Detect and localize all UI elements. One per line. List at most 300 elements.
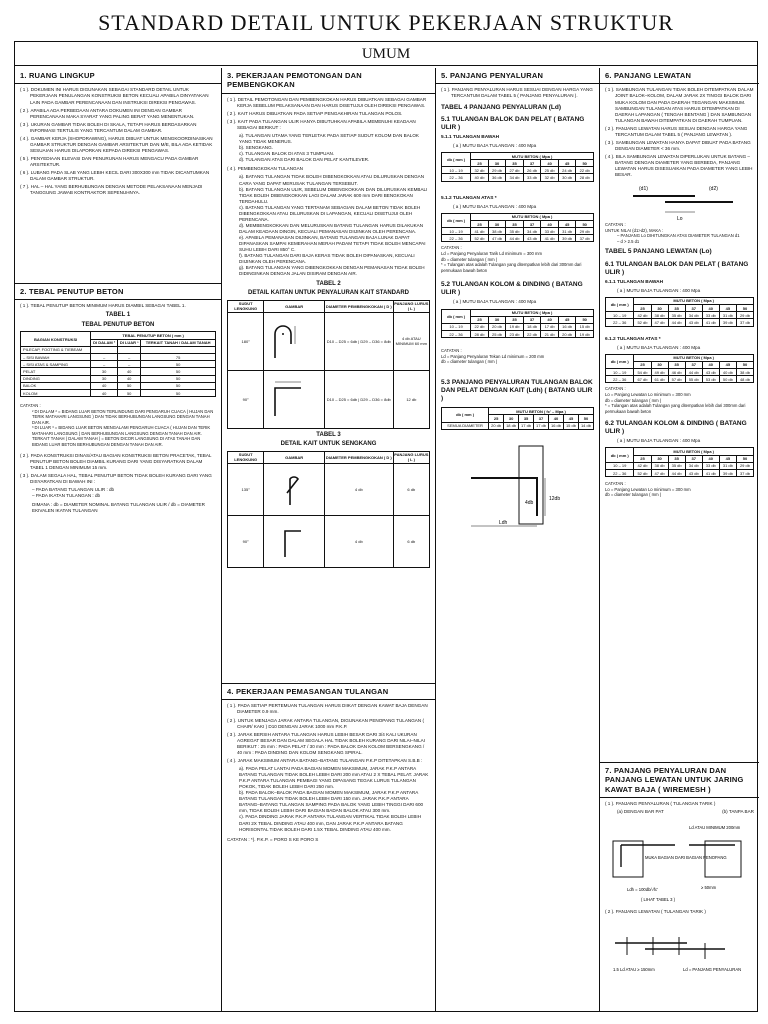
table-cell: 26 db: [523, 167, 541, 174]
table-header: TERKAIT TANAH / DALAM TANAH: [141, 339, 216, 346]
table-cell: 17 db: [541, 323, 559, 330]
table-cell: 22 – 36: [606, 376, 634, 383]
section-tebal-penutup: [15, 284, 221, 1011]
table-cell: – SISI ATAS & SAMPING: [21, 361, 91, 368]
table-cell: 29 db: [488, 167, 506, 174]
note: – PANJANG Lo DIHITUNGKAN ATAS DIAMETER TULANGAN d1: [617, 233, 740, 239]
lo-table-atas: [605, 354, 754, 384]
cover-table: [20, 331, 216, 397]
table-row: [21, 346, 216, 353]
wiremesh-lap-icon: [605, 915, 753, 977]
note: CATATAN :: [605, 222, 626, 228]
list-item: ( 6 ). LUBANG PADA SLAB YANG LEBIH KECIL DARI 300X300 mm TIDAK DICANTUMKAN DALAM GAMBAR STRUKTUR.: [20, 170, 210, 182]
table-header: 40: [549, 415, 564, 422]
lewatan-list: [605, 87, 754, 178]
table-cell: 33 db: [523, 174, 541, 181]
table-cell: 33 db: [702, 312, 719, 319]
table-cell: 35 db: [668, 312, 685, 319]
table-cell: 38 db: [651, 462, 668, 469]
sub-item: b). SENGKANG.: [239, 145, 273, 151]
table-cell: 17 db: [534, 422, 549, 429]
table-cell: 40: [118, 375, 141, 382]
table-cell: 10 – 19: [606, 369, 634, 376]
table-cell: 43 db: [685, 470, 702, 477]
table-header: MUTU BETON ( Mpa ): [634, 448, 754, 455]
table-cell: 31 db: [719, 312, 736, 319]
note: UNTUK NILAI (d1>d2), MAKA :: [605, 227, 664, 233]
table-header: 30: [651, 455, 668, 462]
mutu-label: ( a ) MUTU BAJA TULANGAN : 400 Mpa: [617, 344, 701, 350]
subsection-title: 5.3 PANJANG PENYALURAN TULANGAN BALOK DAN PELAT DENGAN KAIT (Ldh) ( BATANG ULIR ): [441, 378, 593, 403]
table-cell: 29 db: [736, 312, 753, 319]
table-row: [606, 462, 754, 469]
table-header: 30: [488, 160, 506, 167]
table-cell: D10 – D25 = 6db | D29 – D36 = 8db: [324, 370, 393, 428]
wiremesh-anchor-icon: [605, 815, 753, 907]
diagram-label: Ld = PANJANG PENYALURAN: [683, 967, 742, 973]
table-cell: [141, 346, 216, 353]
table-cell: 20 db: [488, 323, 506, 330]
table-header: 40: [702, 455, 719, 462]
table-cell: 52 db: [634, 470, 651, 477]
table-cell: 35 db: [506, 228, 524, 235]
table-cell: 24 db: [558, 167, 576, 174]
table-subtitle: TEBAL PENUTUP BETON: [81, 321, 155, 328]
stirrup-table: [227, 451, 430, 568]
stirrup-90-icon: [265, 519, 315, 563]
table-cell: 34 db: [523, 228, 541, 235]
lap-splice-icon: [605, 180, 750, 222]
list-item: ( 3 ). KAIT PADA TULANGAN ULIR HANYA DIBUTUHKAN APABILA MEMENUHI KEADAAN SEBAGAI BERIKUT :: [227, 118, 416, 130]
subsection-title: 5.1.1 TULANGAN BAWAH: [441, 134, 500, 140]
section-title: 3. PEKERJAAN PEMOTONGAN DAN PEMBENGKOKAN: [222, 68, 435, 94]
table-row: [606, 369, 754, 376]
table-header: 45: [719, 361, 736, 368]
table-header: 40: [541, 160, 559, 167]
table-header: 40: [702, 305, 719, 312]
note: CATATAN :: [441, 245, 462, 251]
table-row: [442, 228, 594, 235]
table-header: 37: [523, 220, 541, 227]
table-row: [606, 319, 754, 326]
table-cell: 52 db: [471, 235, 489, 242]
ld-table-atas: [441, 213, 594, 243]
note: TERKAIT TANAH ( DALAM TANAH ) = BETON DICOR LANGSUNG DI ATAS TANAH DAN BIDANG LUAR BETON BERHUBUNGAN DENGAN TANAH DAN AIR.: [32, 436, 201, 447]
ld-table-bawah: [441, 152, 594, 182]
table-header: MUTU BETON ( Mpa ): [471, 152, 594, 159]
section-title: 1. RUANG LINGKUP: [15, 68, 221, 84]
table-header: GAMBAR: [264, 451, 325, 463]
table-header: 40: [702, 361, 719, 368]
table-header: 45: [719, 455, 736, 462]
table-header: 25: [471, 160, 489, 167]
table-cell: 38 db: [736, 369, 753, 376]
table-cell: 22 – 36: [442, 331, 471, 338]
subsection-title: 5.1 TULANGAN BALOK DAN PELAT ( BATANG ULIR ): [441, 115, 585, 131]
hook-detail-icon: [441, 440, 591, 530]
table-header: DIAMETER PEMBENGKOKAN ( D ): [324, 300, 393, 312]
table-cell: 43 db: [685, 319, 702, 326]
table-cell: 44 db: [668, 319, 685, 326]
table-cell: 34 db: [506, 174, 524, 181]
table-header: MUTU BETON ( fc' – Mpa ): [489, 408, 594, 415]
dim-label: 12db: [549, 495, 561, 502]
note: ³ DI LUAR ³ = BIDANG LUAR BETON MENGALAMI PENGARUH CUACA ( HUJAN DAN TERIK MATAHARI LANGSUNG ) DAN BERHUBUNGAN LANGSUNG DENGAN TANAH DAN AIR.: [32, 425, 211, 436]
table-cell: D10 – D25 = 6db | D29 – D36 = 8db: [324, 312, 393, 370]
list-item: ( 3 ). JARAK BERSIH ANTARA TULANGAN HARUS LEBIH BESAR DARI 3/4 KALI UKURAN AGREGAT BESAR DAN DALAM SEGALA HAL TIDAK BOLEH KURANG DARI NILAI–NILAI BERIKUT : 25 mm : PADA PELAT / 30 mm : PADA BALOK DAN KOLOM BERSENGKANG / 40 mm : PADA DINDING DAN KOLOM SENGKANG SPIRAL.: [227, 731, 425, 755]
section-title: 5. PANJANG PENYALURAN: [436, 68, 599, 84]
hook-180-icon: [265, 316, 321, 366]
note: ² DI DALAM ² = BIDANG LUAR BETON TERLINDUNG DARI PENGARUH CUACA ( HUJAN DAN TERIK MATAHARI LANGSUNG ) DAN TIDAK BERHUBUNGAN LANGSUNG DENGAN TANAH DAN AIR.: [32, 408, 214, 425]
table-header: 50: [576, 220, 594, 227]
table-cell: 57 db: [668, 376, 685, 383]
table-cell: 41 db: [541, 235, 559, 242]
table-row: [606, 470, 754, 477]
sub-item: c). BATANG TULANGAN YANG TERTANAM SEBAGIAN DALAM BETON TIDAK BOLEH DIBENGKOKKAN ATAU DILURUSKAN DI LAPANGAN, KECUALI DISETUJUI OLEH PERENCANA.: [239, 204, 421, 222]
note: db = diameter tulangan ( mm ): [605, 492, 662, 498]
table-row: [606, 312, 754, 319]
list-item: ( 3 ). DALAM SEGALA HAL, TEBAL PENUTUP BETON TIDAK BOLEH KURANG DARI YANG DISYARATKAN DI BAWAH INI :: [20, 472, 212, 484]
table-cell: 32 db: [541, 174, 559, 181]
note: * = Tulangan atas adalah Tulangan yang ditempatkan lebih dari 300mm dari permukaan bawah beton: [605, 403, 746, 414]
table-cell: 53 db: [702, 376, 719, 383]
subsection-title: 6.2 TULANGAN KOLOM & DINDING ( BATANG ULIR ): [605, 420, 747, 436]
table-cell: 50: [118, 382, 141, 389]
lo-table-bawah: [605, 297, 754, 327]
table-cell: 43 db: [523, 235, 541, 242]
table-cell: 75: [141, 354, 216, 361]
table-cell: 15 db: [563, 422, 578, 429]
section-pemasangan: [222, 684, 435, 1011]
table-title: TABEL 1: [105, 312, 131, 319]
table-cell: 22 db: [576, 167, 594, 174]
table-header: MUTU BETON ( Mpa ): [634, 297, 754, 304]
section-wiremesh: [600, 763, 759, 1011]
table-cell: 14 db: [578, 422, 593, 429]
list-item: ( 1 ). SAMBUNGAN TULANGAN TIDAK BOLEH DITEMPATKAN DALAM JOINT BALOK–KOLOM, DALAM JARAK 2X TINGGI BALOK DARI MUKA KOLOM DAN PADA DAERAH TEGANGAN MAKSIMUM. SAMBUNGAN TULANGAN ATAS HARUS DITEMPATKAN DI DAERAH LAPANGAN ( TENGAH BENTANG ) DAN SAMBUNGAN TULANGAN BAWAH DITEMPATKAN DI DAERAH TUMPUAN.: [605, 87, 754, 123]
mutu-label: ( a ) MUTU BAJA TULANGAN : 400 Mpa: [617, 438, 701, 444]
table-cell: –: [91, 361, 118, 368]
table-cell: 27 db: [506, 167, 524, 174]
sub-item: b). PADA BALOK–BALOK PADA BAGIAN MOMEN MAKSIMUM, JARAK P.K.P ANTARA BATANG TULANGAN TIDAK BOLEH LEBIH DARI 150 mm. JARAK P.K.P ANTARA BATANG–BATANG TULANGAN SAMPING PADA BALOK YANG LEBIH TINGGI DARI 600 mm, TIDAK BOLEH LEBIH DARI BAGIAN BADAN BALOK ATAU 300 mm.: [239, 790, 424, 814]
catatan: CATATAN : *). P.K.P. = PORO S KE PORO S: [227, 836, 319, 842]
table-cell: 39 db: [719, 319, 736, 326]
table-cell: 55 db: [685, 376, 702, 383]
table-row: [21, 354, 216, 361]
table-header: 50: [576, 316, 594, 323]
table-header: db ( mm ): [606, 448, 634, 462]
table-cell: 47 db: [488, 235, 506, 242]
note: CATATAN :: [605, 481, 626, 487]
table-row: [21, 368, 216, 375]
table-row: [442, 422, 594, 429]
table-header: 25: [489, 415, 504, 422]
table-cell: 25 db: [488, 331, 506, 338]
table-cell: 29 db: [736, 462, 753, 469]
section-panjang-lewatan: [600, 68, 759, 763]
table-cell: 39 db: [719, 470, 736, 477]
table-cell: 18 db: [504, 422, 519, 429]
table-cell: 42 db: [634, 312, 651, 319]
table-header: 25: [634, 361, 651, 368]
catatan-label: CATATAN :: [20, 403, 41, 409]
table-cell: 40: [91, 382, 118, 389]
subsection-title: 5.2 TULANGAN KOLOM & DINDING ( BATANG ULIR ): [441, 281, 583, 297]
table-subtitle: DETAIL KAIT UNTUK SENGKANG: [280, 441, 377, 448]
table-header: 35: [506, 220, 524, 227]
hook-90-icon: [265, 374, 321, 424]
table-cell: 12 db: [393, 370, 429, 428]
column-3: [436, 68, 600, 1011]
table-header: db ( mm ): [442, 213, 471, 227]
sheet-subtitle: UMUM: [15, 42, 757, 66]
table-header: db ( mm ): [442, 408, 489, 422]
table-header: 35: [668, 455, 685, 462]
table-header: GAMBAR: [264, 300, 325, 312]
table-cell: 10 – 19: [442, 167, 471, 174]
note: Ld = Panjang Penyaluran Tarik Ld minimum = 300 mm: [441, 251, 542, 257]
table-cell: 50: [118, 389, 141, 396]
list-item: ( 2 ). PANJANG LEWATAN HARUS SESUAI DENGAN HARGA YANG TERCANTUM DALAM TABEL 5 ( PANJANG LEWATAN ).: [605, 125, 748, 137]
table-cell: 10 – 19: [442, 228, 471, 235]
table-row: [21, 361, 216, 368]
table-title: TABEL 5 PANJANG LEWATAN (Lo): [605, 248, 712, 256]
paragraph: ( 2 ). PANJANG LEWATAN ( TULANGAN TARIK ): [605, 909, 706, 915]
section-pemotongan: [222, 68, 435, 684]
table-header: MUTU BETON ( Mpa ): [471, 309, 594, 316]
table-cell: 40: [118, 368, 141, 375]
sheet-title: STANDARD DETAIL UNTUK PEKERJAAN STRUKTUR: [98, 10, 674, 35]
subsection-title: 6.1.2 TULANGAN ATAS *: [605, 336, 661, 342]
ldh-detail: [441, 440, 594, 530]
list-item: ( 2 ). APABILA ADA PERBEDAAN ANTARA DOKUMEN INI DENGAN GAMBAR PERENCANAAN MAKA SYARAT YANG PALING BERAT YANG MENENTUKAN.: [20, 107, 195, 119]
table-cell: 41 db: [471, 228, 489, 235]
table-header: 45: [719, 305, 736, 312]
table-cell: BALOK: [21, 382, 91, 389]
table-cell: 22 – 36: [606, 319, 634, 326]
table-cell: 21 db: [541, 331, 559, 338]
table-cell: 43 db: [702, 369, 719, 376]
table-cell: 48 db: [736, 376, 753, 383]
table-cell: 6 db: [393, 463, 429, 515]
mutu-label: ( a ) MUTU BAJA TULANGAN : 400 Mpa: [617, 287, 701, 293]
list-item: ( 4 ). PEMBENGKOKAN TULANGAN: [227, 166, 303, 172]
table-cell: –: [118, 361, 141, 368]
table-cell: DINDING: [21, 375, 91, 382]
note: db = diameter tulangan ( mm ): [441, 359, 498, 365]
table-cell: 61 db: [651, 376, 668, 383]
table-header: MUTU BETON ( Mpa ): [634, 354, 754, 361]
table-cell: 37 db: [736, 470, 753, 477]
table-cell: 4 db: [324, 515, 393, 567]
table-cell: 44 db: [685, 369, 702, 376]
stirrup-135-icon: [265, 467, 315, 511]
table-header: 45: [558, 316, 576, 323]
note: CATATAN :: [441, 348, 462, 354]
table-header: 25: [634, 305, 651, 312]
ldh-table: [441, 407, 594, 430]
mutu-label: ( a ) MUTU BAJA TULANGAN : 400 Mpa: [453, 142, 537, 148]
table-cell: 16 db: [549, 422, 564, 429]
table-cell: 47 db: [651, 319, 668, 326]
dim-label: (d1): [639, 186, 648, 193]
sub-item: d). MEMBENGKOKKAN DAN MELURUSKAN BATANG TULANGAN HARUS DILAKUKAN DALAM KEADAAN DINGIN, KECUALI PEMANASAN DIIJINKAN OLEH PERENCANA.: [239, 222, 424, 234]
table-cell: 40 db: [471, 174, 489, 181]
table-cell: 23 db: [506, 331, 524, 338]
table-header: 45: [558, 160, 576, 167]
table-header: 30: [488, 220, 506, 227]
paragraph: ( 1 ). TEBAL PENUTUP BETON MINIMUM HARUS DIAMBIL SEBAGAI TABEL 1.: [20, 303, 186, 309]
table-header: BAGIAN KONSTRUKSI: [21, 332, 91, 346]
table-cell: 28 db: [471, 331, 489, 338]
table-cell: SEMUA DIAMETER: [442, 422, 489, 429]
hook-180-drawing: [264, 312, 325, 370]
sheet-frame: [14, 41, 758, 1012]
table-header: 35: [668, 305, 685, 312]
table-cell: 32 db: [471, 167, 489, 174]
note: * = Tulangan atas adalah Tulangan yang ditempatkan lebih dari 300mm dari permukaan bawah beton: [441, 262, 582, 273]
table-cell: 10 – 19: [606, 462, 634, 469]
table-cell: 33 db: [702, 462, 719, 469]
table-header: DIAMETER PEMBENGKOKAN ( D ): [324, 451, 393, 463]
table-cell: 10 – 19: [606, 312, 634, 319]
table-subtitle: DETAIL KAITAN UNTUK PENYALURAN KAIT STANDARD: [248, 290, 409, 296]
table-header: DI LUAR ³: [118, 339, 141, 346]
table-row: [21, 375, 216, 382]
note: Ld = Panjang Penyaluran Tekan Ld minimum = 200 mm: [441, 353, 545, 359]
list-item: ( 4 ). BILA SAMBUNGAN LEWATAN DIPERLUKAN UNTUK BATANG – BATANG DENGAN DIAMETER YANG BERBEDA, PANJANG LEWATAN HARUS DISESUAIKAN PADA DIAMETER YANG LEBIH BESAR.: [605, 154, 753, 178]
table-header: 50: [736, 305, 753, 312]
table-cell: 19 db: [506, 323, 524, 330]
table-cell: 46 db: [668, 369, 685, 376]
formula: – PADA IKATAN TULANGAN : db: [32, 492, 101, 498]
table-cell: 28 db: [576, 174, 594, 181]
dim-label: Lo: [677, 216, 683, 223]
ruang-lingkup-list: [20, 87, 216, 196]
diagram-label: ≥ 50mm: [701, 885, 717, 891]
table-title: TABEL 2: [316, 280, 341, 287]
sub-item: a). PADA PELAT LANTAI PADA BAGIAN MOMEN MAKSIMUM, JARAK P.K.P ANTARA BATANG TULANGAN TIDAK BOLEH LEBIH DARI 200 mm ATAU 2 X TEBAL PELAT. JARAK P.K.P ANTARA TULANGAN PEMBAGI YANG DIPASANG TEGAK LURUS TULANGAN POKOK, TIDAK BOLEH LEBIH DARI 250 mm.: [239, 765, 429, 790]
table-title: TABEL 3: [316, 431, 341, 438]
paragraph: ( 1 ). PANJANG PENYALURAN ( TULANGAN TARIK ): [605, 801, 716, 807]
table-cell: –: [91, 354, 118, 361]
table-header: 50: [578, 415, 593, 422]
table-header: 45: [563, 415, 578, 422]
table-cell: [118, 346, 141, 353]
subsection-title: 5.1.2 TULANGAN ATAS *: [441, 195, 497, 201]
table-header: 50: [576, 160, 594, 167]
table-cell: 50: [141, 389, 216, 396]
table-cell: 37 db: [576, 235, 594, 242]
tebal-list: [20, 453, 216, 485]
table-cell: 50 db: [719, 376, 736, 383]
hook-table: [227, 300, 430, 429]
table-cell: 44 db: [506, 235, 524, 242]
list-item: ( 1 ). PANJANG PENYALURAN HARUS SESUAI DENGAN HARGA YANG TERCANTUM DALAM TABEL 5 ( PANJANG PENYALURAN ).: [441, 87, 593, 99]
formula: – PADA BATANG TULANGAN ULIR : db: [32, 486, 115, 492]
table-header: db ( mm ): [606, 297, 634, 311]
table-cell: 34 db: [685, 312, 702, 319]
table-cell: 30: [91, 368, 118, 375]
notes: [20, 403, 216, 447]
table-cell: 10 – 19: [442, 323, 471, 330]
table-header: 45: [558, 220, 576, 227]
section-ruang-lingkup: [15, 68, 221, 284]
table-cell: 33 db: [541, 228, 559, 235]
table-cell: 49 db: [651, 369, 668, 376]
dim-label: Ldh: [499, 519, 508, 526]
note: db = diameter tulangan ( mm ): [605, 397, 662, 403]
table-cell: 25 db: [541, 167, 559, 174]
table-header: 37: [534, 415, 549, 422]
table-cell: KOLOM: [21, 389, 91, 396]
table-cell: 22 db: [471, 323, 489, 330]
table-cell: [91, 346, 118, 353]
list-item: ( 3 ). SAMBUNGAN LEWATAN HANYA DAPAT DIBUAT PADA BATANG DENGAN DIAMETER < 36 mm.: [605, 139, 751, 151]
table-cell: PILECAP, FOOTING & TIEBEAM: [21, 346, 91, 353]
table-row: [442, 167, 594, 174]
sub-item: b). BATANG TULANGAN ULIR, SEBELUM DIBENGKOKKAN DAN DILURUSKAN KEMBALI TIDAK BOLEH DIBENGKOKKAN LAGI DALAM JARAK 600 mm DARI BENGKOKAN TERDAHULU.: [239, 186, 428, 204]
table-cell: 50: [141, 368, 216, 375]
table-cell: 31 db: [719, 462, 736, 469]
diagram-label: ( LIHAT TABEL 3 ): [641, 897, 675, 903]
table-cell: 22 – 36: [442, 174, 471, 181]
column-1: [15, 68, 222, 1011]
table-header: 35: [506, 160, 524, 167]
sub-item: (a) DENGAN BAR PAT: [617, 809, 664, 815]
table-cell: 41 db: [702, 470, 719, 477]
list-item: ( 4 ). JARAK MAKSIMUM ANTARA BATANG–BATANG TULANGAN P.K.P DITETAPKAN S.B.B :: [227, 757, 423, 763]
table-cell: – SISI BAWAH: [21, 354, 91, 361]
sub-item: c). PADA DINDING JARAK P.K.P ANTARA TULANGAN VERTIKAL TIDAK BOLEH LEBIH DARI 2X TEBAL DINDING ATAU 400 mm, DAN JARAK P.K.P ANTARA BATANG HORISONTAL TIDAK BOLEH DARI 1.5X TEBAL DINDING ATAU 400 mm.: [239, 814, 422, 832]
table-cell: 34 db: [685, 462, 702, 469]
list-item: ( 2 ). KAIT HARUS DIBUATKAN PADA SETIAP PENGAKHIRAN TULANGAN POLOS.: [227, 110, 403, 116]
column-2: [222, 68, 436, 1011]
table-cell: 90°: [228, 515, 264, 567]
list-item: ( 2 ). PADA KONSTRUKSI DINAS/ATAU BAGIAN KONSTRUKSI BETON PRACETAK, TEBAL PENUTUP BETON BOLEH DIAMBIL KURANG DARI YANG DISYARATKAN DALAM TABEL 1 DENGAN MINIMUM 15 mm.: [20, 452, 212, 470]
list-item: ( 7 ). HAL – HAL YANG BERHUBUNGAN DENGAN METODE PELAKSANAAN MENJADI TANGGUNG JAWAB KONTRAKTOR SEPENUHNYA.: [20, 184, 203, 196]
table-header: 25: [471, 316, 489, 323]
table-header: PANJANG LURUS ( L ): [394, 301, 429, 312]
dim-label: 4db: [525, 499, 534, 506]
table-cell: 67 db: [634, 376, 651, 383]
column-4: [600, 68, 759, 1011]
table-cell: –: [118, 354, 141, 361]
table-cell: 18 db: [523, 323, 541, 330]
sub-item: c). TULANGAN BALOK DI ATAS 3 TUMPUAN.: [239, 151, 335, 157]
table-header: 30: [651, 361, 668, 368]
table-cell: 38 db: [651, 312, 668, 319]
table-cell: 31 db: [558, 228, 576, 235]
dim-label: (d2): [709, 186, 718, 193]
table-header: 40: [541, 220, 559, 227]
sub-item: e). APABILA PEMANASAN DIIJINKAN, BATANG TULANGAN BAJA LUNAK DAPAT DIPANASKAN SAMPAI KEMERAHAN MERAH PADAM TETAPI TIDAK BOLEH MENCAPAI SUHU LEBIH DARI 850° C.: [239, 235, 426, 253]
table-cell: 44 db: [668, 470, 685, 477]
subsection-title: 6.1 TULANGAN BALOK DAN PELAT ( BATANG ULIR ): [605, 260, 749, 276]
table-header: 37: [685, 455, 702, 462]
list-item: ( 1 ). DOKUMEN INI HARUS DIGUNAKAN SEBAGAI STANDARD DETAIL UNTUK PEKERJAAN PENULANGAN KONSTRUKSI BETON KECUALI APABILA DINYATAKAN LAIN PADA GAMBAR PERENCANAAN DAN INSTRUKSI DIREKSI PENGAWAS.: [20, 87, 209, 105]
diagram-label: MUKA BAGIAN DARI BAGIAN PENOPANG: [645, 855, 727, 861]
table-cell: 135°: [228, 463, 264, 515]
diagram-label: Ld ATAU MINIMUM 200mm: [689, 825, 741, 831]
table-header: 50: [736, 361, 753, 368]
pemasangan-list: [227, 703, 430, 764]
list-item: ( 3 ). UKURAN GAMBAR TIDAK BOLEH DI SKALA, TETAPI HARUS BERDASARKAN INFORMASI TERTULIS YANG TERCANTUM DALAM GAMBAR.: [20, 121, 197, 133]
table-row: [606, 376, 754, 383]
table-cell: 54 db: [634, 369, 651, 376]
sub-item: (b) TANPA BAR: [722, 809, 754, 815]
table-cell: 22 db: [523, 331, 541, 338]
